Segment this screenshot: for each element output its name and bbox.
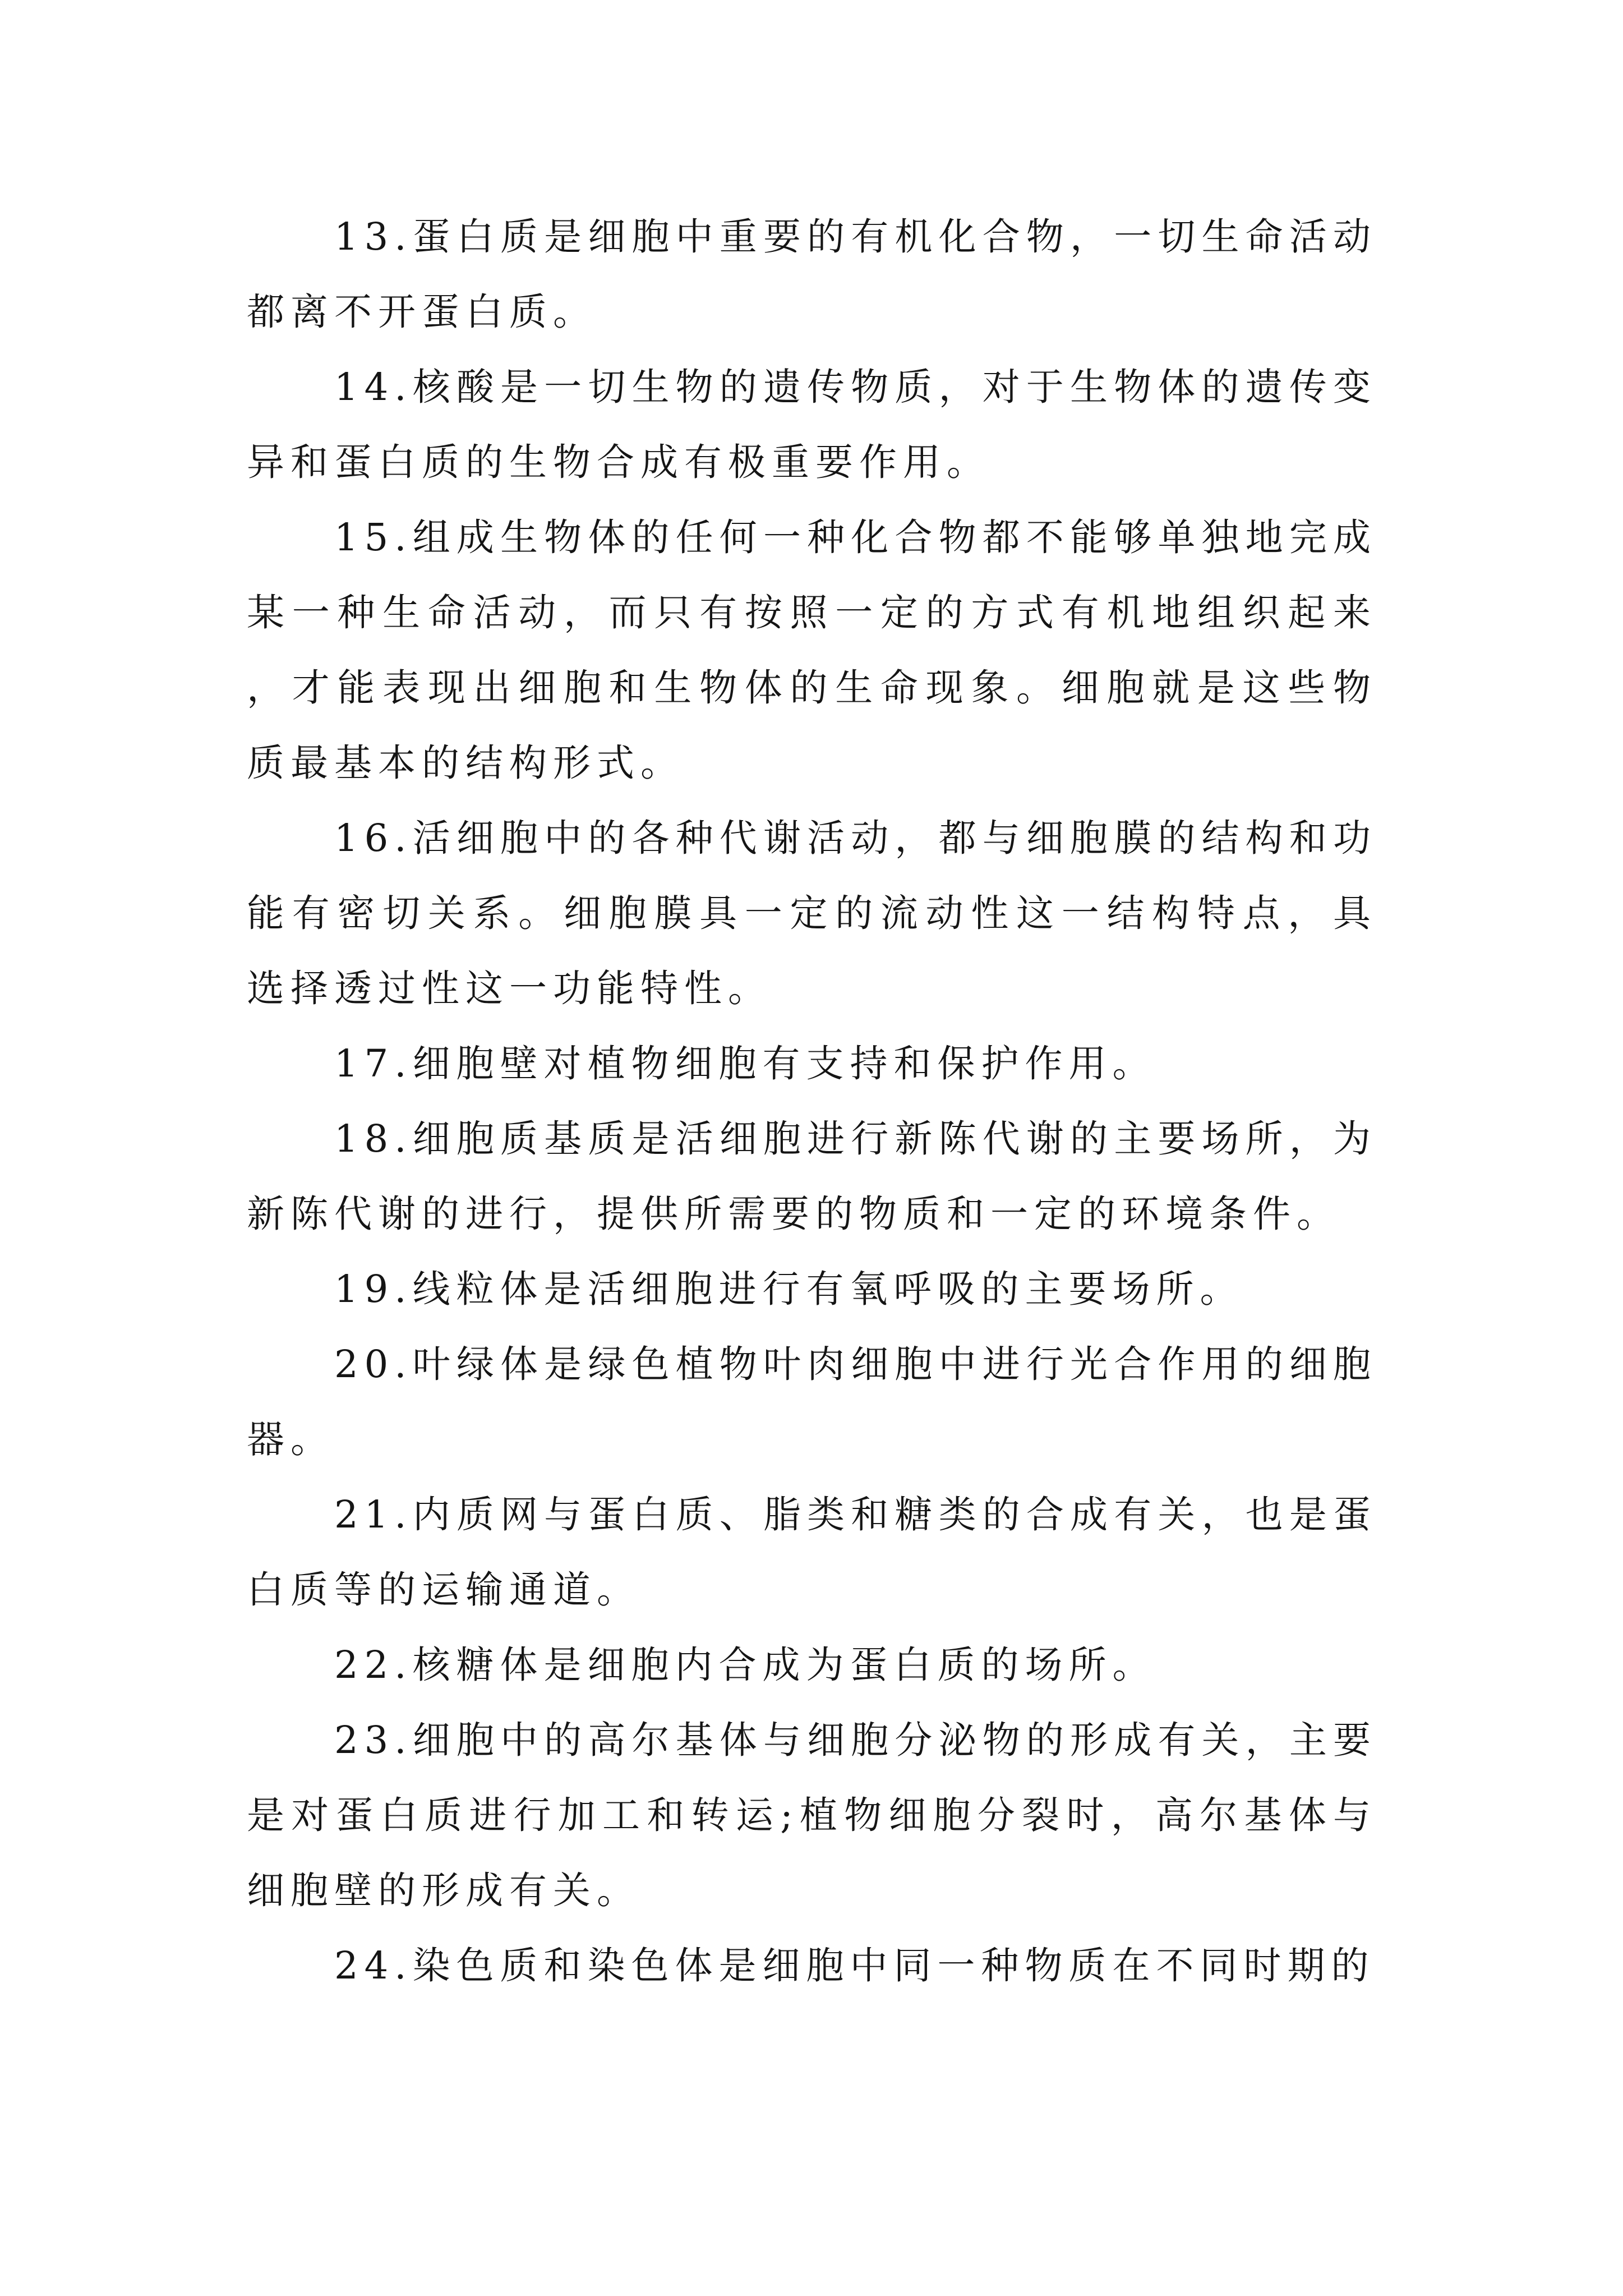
paragraph-number: 18. — [334, 1117, 413, 1161]
paragraph-22 — [247, 1627, 1377, 1703]
paragraph-text: 组成生物体的任何一种化合物都不能够单独地完成某一种生命活动，而只有按照一定的方式有机地组织起来，才能表现出细胞和生物体的生命现象。细胞就是这些物质最基本的结构形式。 — [247, 516, 1377, 785]
paragraph-14 — [247, 349, 1377, 500]
paragraph-16 — [247, 800, 1377, 1026]
paragraph-number: 24. — [334, 1944, 413, 1987]
paragraph-text: 细胞中的高尔基体与细胞分泌物的形成有关，主要是对蛋白质进行加工和转运;植物细胞分裂时，高尔基体与细胞壁的形成有关。 — [247, 1718, 1377, 1912]
paragraph-text: 核糖体是细胞内合成为蛋白质的场所。 — [412, 1643, 1156, 1687]
paragraph-20 — [247, 1327, 1377, 1477]
paragraph-text: 核酸是一切生物的遗传物质，对于生物体的遗传变异和蛋白质的生物合成有极重要作用。 — [247, 365, 1377, 484]
paragraph-text: 内质网与蛋白质、脂类和糖类的合成有关，也是蛋白质等的运输通道。 — [247, 1493, 1377, 1612]
paragraph-number: 14. — [334, 365, 413, 409]
paragraph-text: 细胞质基质是活细胞进行新陈代谢的主要场所，为新陈代谢的进行，提供所需要的物质和一定的环境条件。 — [247, 1117, 1377, 1236]
paragraph-text: 蛋白质是细胞中重要的有机化合物，一切生命活动都离不开蛋白质。 — [247, 215, 1377, 334]
paragraph-number: 23. — [334, 1718, 413, 1762]
document-body — [247, 199, 1377, 2003]
paragraph-number: 22. — [334, 1643, 413, 1687]
paragraph-13 — [247, 199, 1377, 349]
paragraph-text: 线粒体是活细胞进行有氧呼吸的主要场所。 — [412, 1267, 1244, 1311]
paragraph-number: 17. — [334, 1042, 413, 1085]
paragraph-18 — [247, 1101, 1377, 1251]
paragraph-17 — [247, 1026, 1377, 1101]
paragraph-15 — [247, 500, 1377, 800]
paragraph-text: 活细胞中的各种代谢活动，都与细胞膜的结构和功能有密切关系。细胞膜具一定的流动性这一结构特点，具选择透过性这一功能特性。 — [247, 816, 1377, 1010]
paragraph-number: 13. — [334, 215, 413, 259]
paragraph-number: 19. — [334, 1267, 413, 1311]
paragraph-21 — [247, 1477, 1377, 1627]
paragraph-24 — [247, 1928, 1377, 2003]
paragraph-text: 染色质和染色体是细胞中同一种物质在不同时期的 — [412, 1944, 1375, 1987]
paragraph-number: 20. — [334, 1342, 413, 1386]
paragraph-number: 21. — [334, 1493, 413, 1536]
paragraph-23 — [247, 1703, 1377, 1928]
paragraph-number: 16. — [334, 816, 413, 860]
paragraph-text: 细胞壁对植物细胞有支持和保护作用。 — [412, 1042, 1156, 1085]
paragraph-19 — [247, 1251, 1377, 1327]
paragraph-text: 叶绿体是绿色植物叶肉细胞中进行光合作用的细胞器。 — [247, 1342, 1377, 1461]
paragraph-number: 15. — [334, 516, 413, 559]
